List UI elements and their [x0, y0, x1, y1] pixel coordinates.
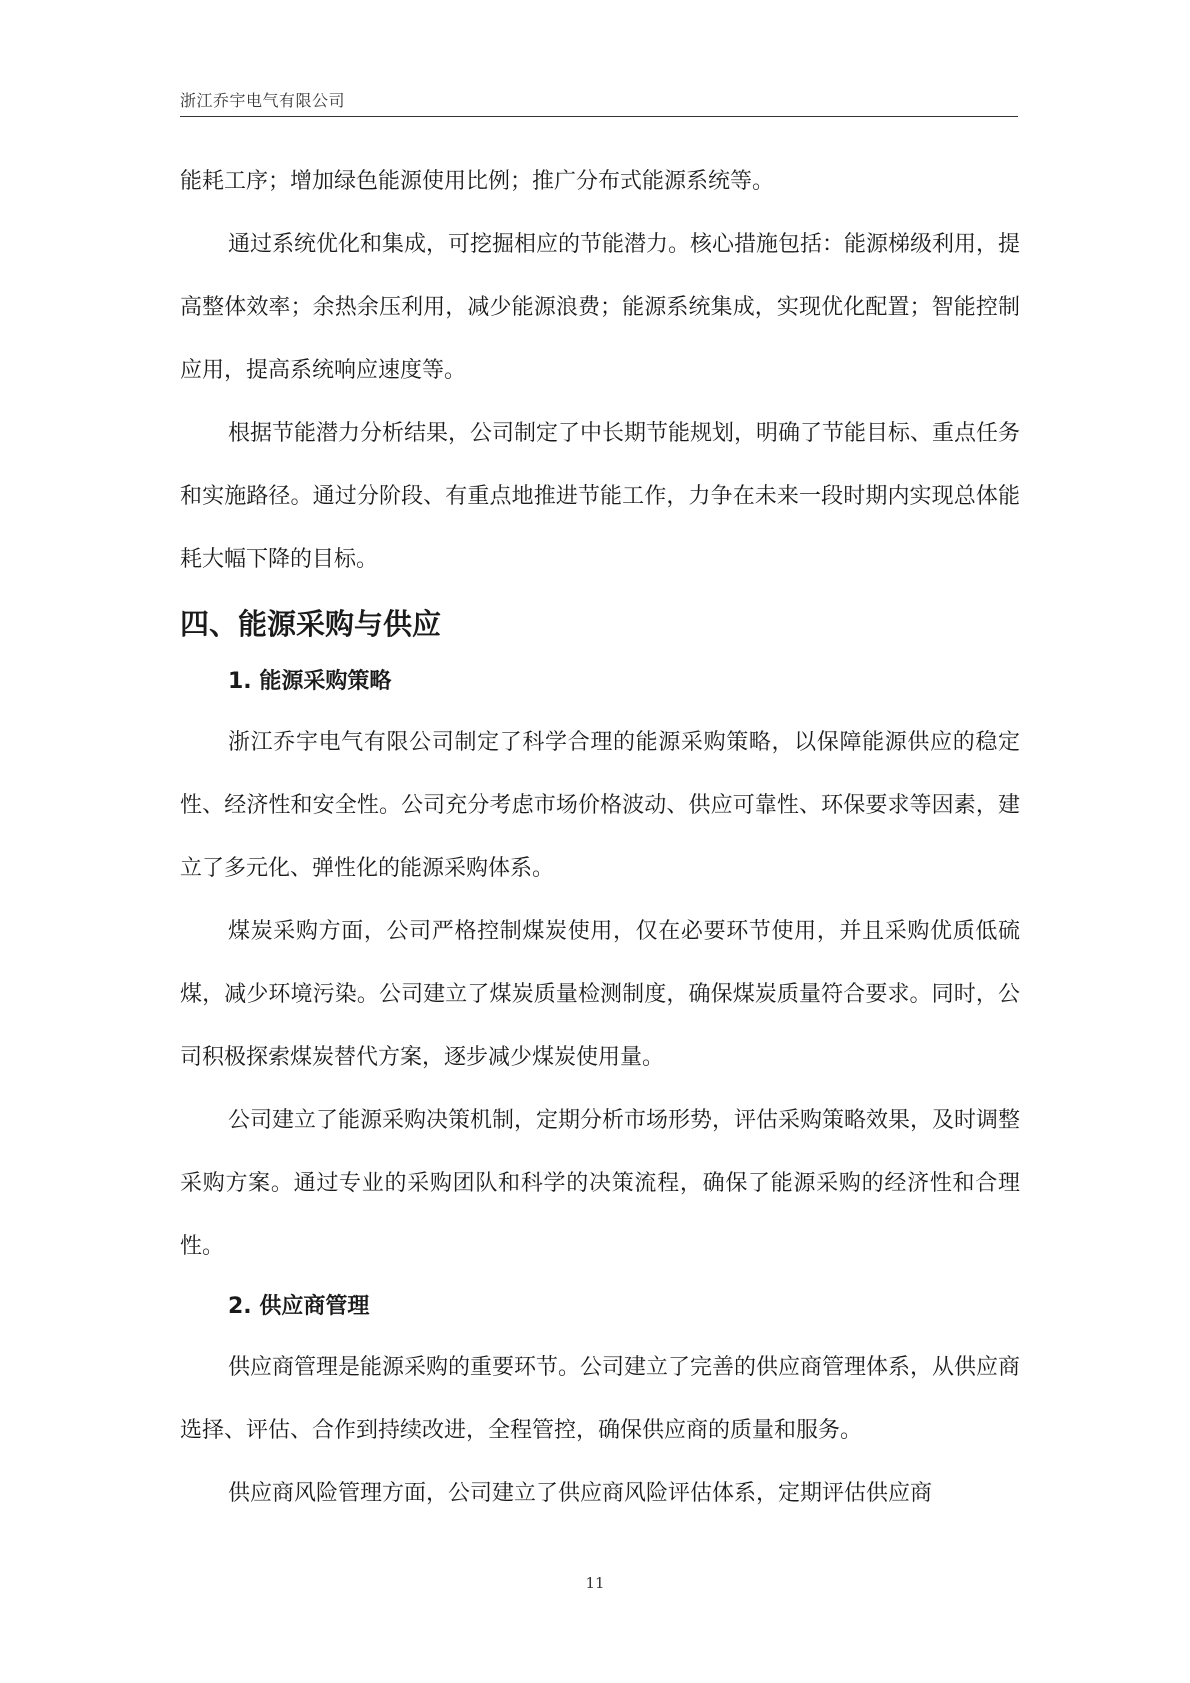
- paragraph-decision-mechanism: 公司建立了能源采购决策机制，定期分析市场形势，评估采购策略效果，及时调整采购方案。通过专业的采购团队和科学的决策流程，确保了能源采购的经济性和合理性。: [180, 1108, 1021, 1259]
- paragraph-supplier-risk: 供应商风险管理方面，公司建立了供应商风险评估体系，定期评估供应商: [228, 1481, 933, 1506]
- paragraph-energy-plan: 根据节能潜力分析结果，公司制定了中长期节能规划，明确了节能目标、重点任务和实施路径。通过分阶段、有重点地推进节能工作，力争在未来一段时期内实现总体能耗大幅下降的目标。: [180, 421, 1021, 572]
- paragraph-coal-procurement: 煤炭采购方面，公司严格控制煤炭使用，仅在必要环节使用，并且采购优质低硫煤，减少环境污染。公司建立了煤炭质量检测制度，确保煤炭质量符合要求。同时，公司积极探索煤炭替代方案，逐步减少煤炭使用量。: [180, 919, 1020, 1070]
- paragraph-procurement-strategy: 浙江乔宇电气有限公司制定了科学合理的能源采购策略，以保障能源供应的稳定性、经济性和安全性。公司充分考虑市场价格波动、供应可靠性、环保要求等因素，建立了多元化、弹性化的能源采购体系。: [180, 730, 1020, 881]
- section-heading: 四、能源采购与供应: [180, 607, 442, 641]
- header-divider: [180, 116, 1018, 117]
- paragraph-continuation: 能耗工序；增加绿色能源使用比例；推广分布式能源系统等。: [180, 169, 775, 194]
- subsection-heading-procurement-strategy: 1. 能源采购策略: [228, 669, 392, 694]
- paragraph-system-optimization: 通过系统优化和集成，可挖掘相应的节能潜力。核心措施包括：能源梯级利用，提高整体效率；余热余压利用，减少能源浪费；能源系统集成，实现优化配置；智能控制应用，提高系统响应速度等。: [180, 232, 1021, 383]
- running-header-company: 浙江乔宇电气有限公司: [180, 91, 346, 110]
- page-number: 11: [585, 1574, 605, 1592]
- document-body: [180, 150, 1020, 1525]
- paragraph-supplier-management: 供应商管理是能源采购的重要环节。公司建立了完善的供应商管理体系，从供应商选择、评估、合作到持续改进，全程管控，确保供应商的质量和服务。: [180, 1355, 1021, 1443]
- subsection-heading-supplier-management: 2. 供应商管理: [228, 1294, 370, 1319]
